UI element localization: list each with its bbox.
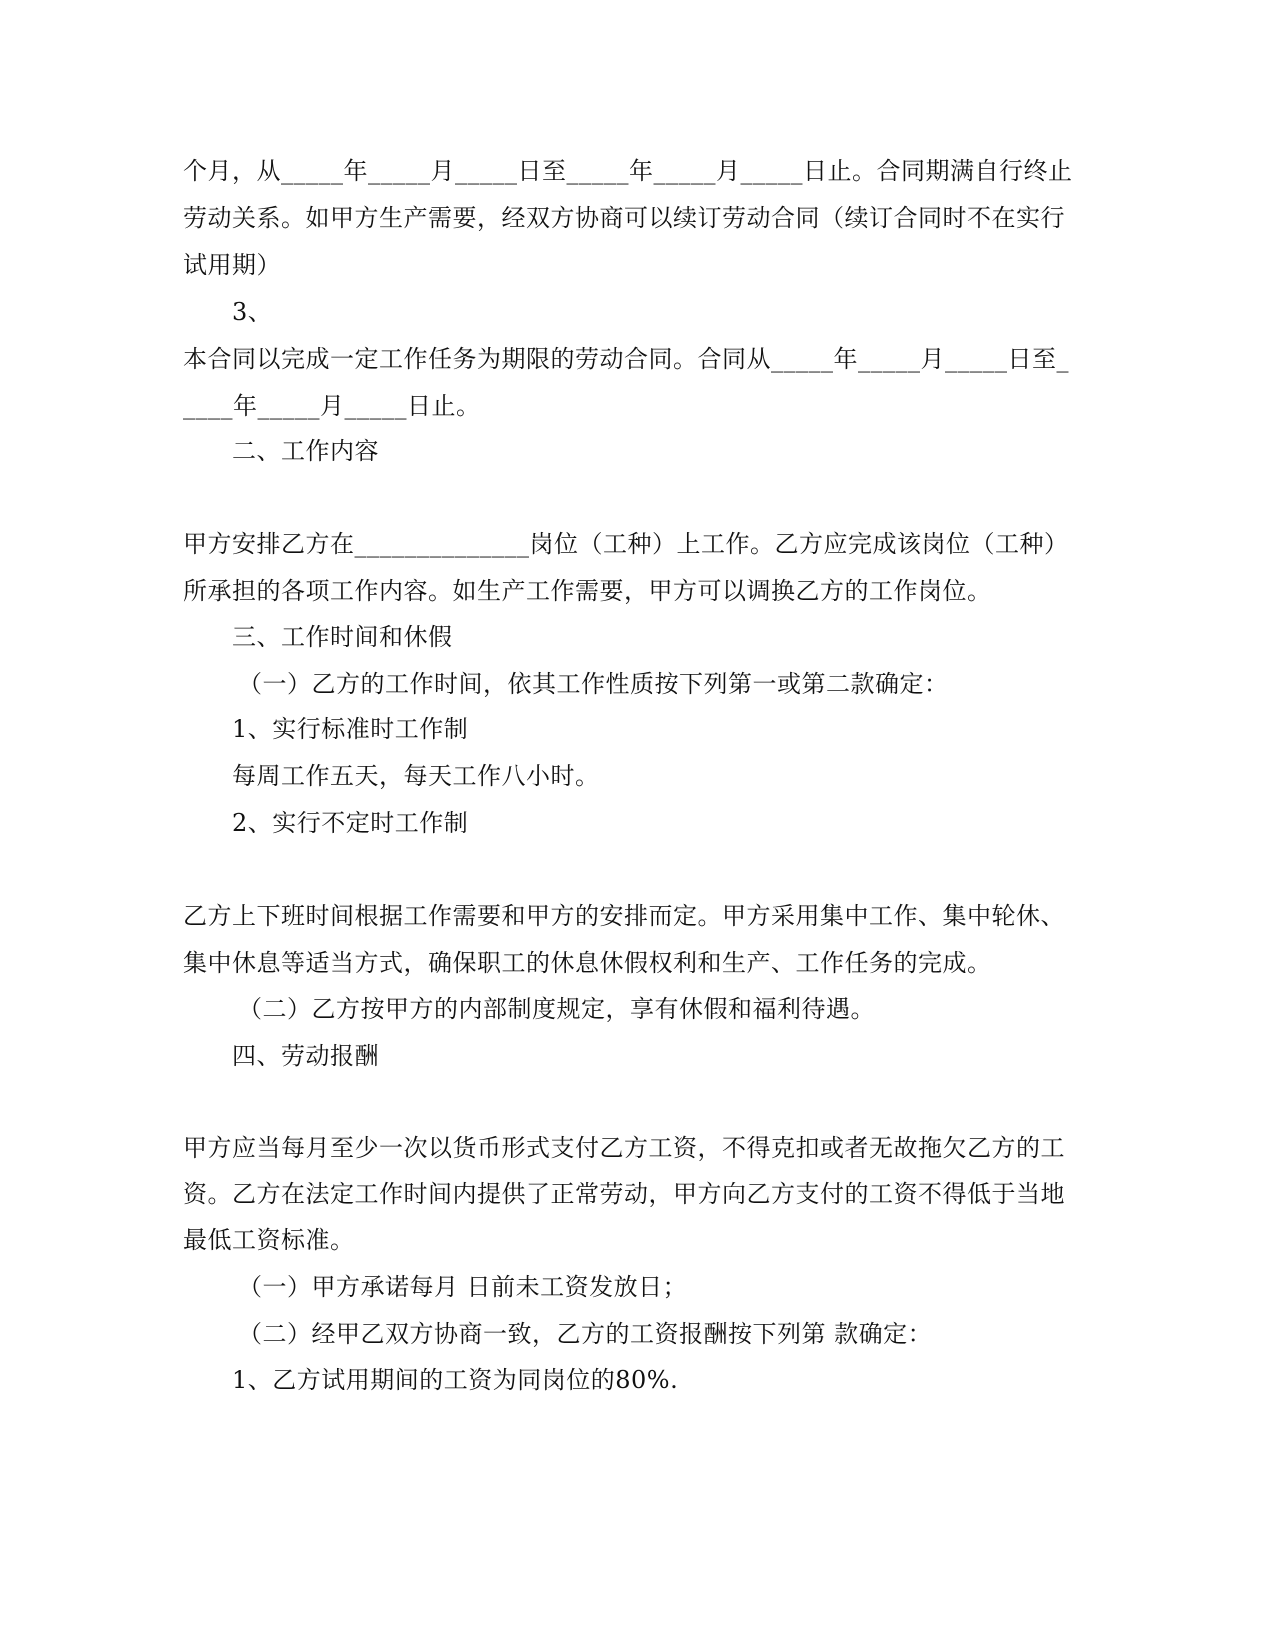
list-item: 1、乙方试用期间的工资为同岗位的80%. — [232, 1366, 679, 1394]
paragraph-line: 所承担的各项工作内容。如生产工作需要，甲方可以调换乙方的工作岗位。 — [183, 577, 992, 605]
paragraph-line: 资。乙方在法定工作时间内提供了正常劳动，甲方向乙方支付的工资不得低于当地 — [183, 1180, 1065, 1208]
clause-line: （一）甲方承诺每月 日前未工资发放日； — [238, 1273, 688, 1301]
paragraph-line: 最低工资标准。 — [183, 1226, 355, 1254]
paragraph-line: ____年_____月_____日止。 — [183, 392, 481, 420]
paragraph-line: 集中休息等适当方式，确保职工的休息休假权利和生产、工作任务的完成。 — [183, 949, 992, 977]
paragraph-line: 劳动关系。如甲方生产需要，经双方协商可以续订劳动合同（续订合同时不在实行 — [183, 204, 1065, 232]
clause-line: （一）乙方的工作时间，依其工作性质按下列第一或第二款确定： — [238, 670, 949, 698]
paragraph-line: 试用期） — [183, 251, 281, 279]
paragraph-line: 乙方上下班时间根据工作需要和甲方的安排而定。甲方采用集中工作、集中轮休、 — [183, 902, 1065, 930]
list-item: 1、实行标准时工作制 — [232, 715, 469, 743]
list-number: 3、 — [232, 298, 273, 326]
paragraph-line: 甲方应当每月至少一次以货币形式支付乙方工资，不得克扣或者无故拖欠乙方的工 — [183, 1134, 1065, 1162]
paragraph-line: 甲方安排乙方在______________岗位（工种）上工作。乙方应完成该岗位（工种） — [183, 530, 1069, 558]
paragraph-line: 个月，从_____年_____月_____日至_____年_____月_____日止。合同期满自行终止 — [183, 157, 1073, 185]
clause-line: （二）经甲乙双方协商一致，乙方的工资报酬按下列第 款确定： — [238, 1320, 933, 1348]
section-heading: 二、工作内容 — [232, 437, 379, 465]
section-heading: 四、劳动报酬 — [232, 1042, 379, 1070]
section-heading: 三、工作时间和休假 — [232, 623, 453, 651]
paragraph-line: 每周工作五天，每天工作八小时。 — [232, 762, 600, 790]
list-item: 2、实行不定时工作制 — [232, 809, 469, 837]
clause-line: （二）乙方按甲方的内部制度规定，享有休假和福利待遇。 — [238, 995, 875, 1023]
paragraph-line: 本合同以完成一定工作任务为期限的劳动合同。合同从_____年_____月_____日至_ — [183, 345, 1069, 373]
